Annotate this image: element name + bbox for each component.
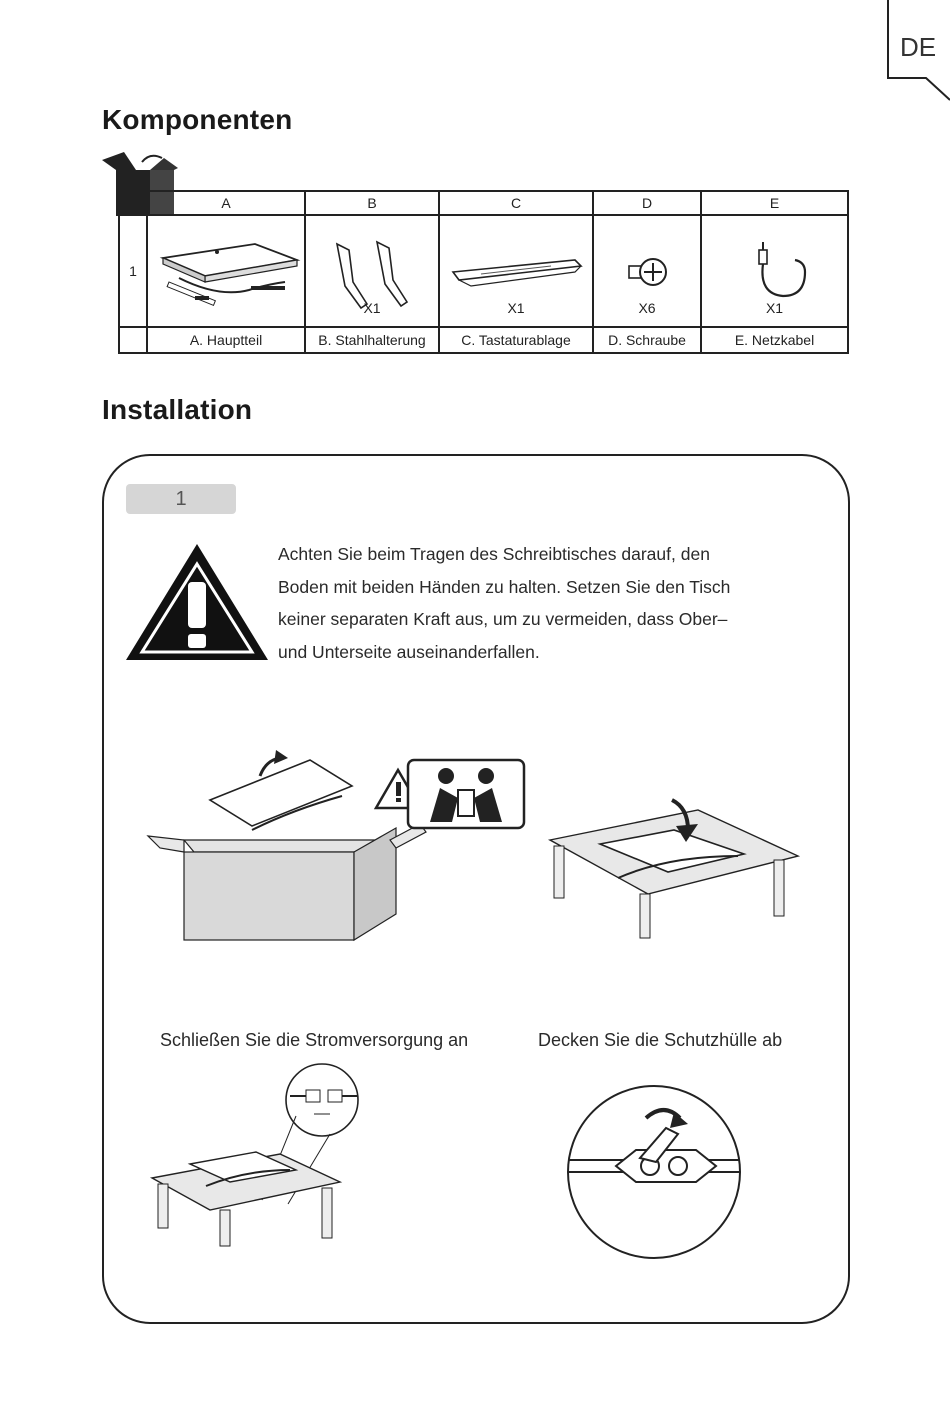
quantity-label: X1	[363, 300, 381, 316]
installation-heading: Installation	[102, 394, 253, 425]
warning-icon	[124, 542, 270, 662]
component-name: E. Netzkabel	[701, 327, 848, 353]
component-e-cell	[701, 215, 848, 327]
component-d-cell	[593, 215, 701, 327]
quantity-label: X6	[638, 300, 656, 316]
power-connection-illustration	[150, 1060, 390, 1250]
screw-icon	[597, 230, 697, 310]
warning-line: und Unterseite auseinanderfallen.	[278, 641, 540, 662]
column-header: C	[439, 191, 593, 215]
column-header: B	[305, 191, 439, 215]
quantity-label: X1	[507, 300, 525, 316]
components-table	[118, 190, 849, 354]
quantity-label: X1	[765, 300, 784, 316]
language-label: DE	[899, 32, 937, 62]
caption-cover: Decken Sie die Schutzhülle ab	[538, 1030, 783, 1050]
keyboard-tray-icon	[441, 230, 591, 310]
warning-line: Boden mit beiden Händen zu halten. Setzen Sie den Tisch	[278, 576, 731, 597]
steel-bracket-icon	[307, 230, 437, 310]
warning-text	[278, 538, 778, 668]
placing-illustration	[548, 790, 808, 940]
warning-line: Achten Sie beim Tragen des Schreibtisches darauf, den	[278, 544, 710, 564]
component-c-cell	[439, 215, 593, 327]
unboxing-illustration	[140, 740, 530, 950]
components-heading: Komponenten	[102, 104, 293, 135]
component-name: A. Hauptteil	[147, 327, 305, 353]
component-a-cell	[147, 215, 305, 327]
component-name: D. Schraube	[593, 327, 701, 353]
power-cable-icon	[705, 230, 845, 310]
component-b-cell	[305, 215, 439, 327]
component-name: B. Stahlhalterung	[305, 327, 439, 353]
warning-line: keiner separaten Kraft aus, um zu vermeiden, dass Ober–	[278, 609, 728, 629]
caption-power: Schließen Sie die Stromversorgung an	[160, 1030, 469, 1050]
desk-converter-icon	[151, 220, 301, 320]
cover-detail-illustration	[566, 1084, 742, 1260]
component-name: C. Tastaturablage	[439, 327, 593, 353]
column-header: D	[593, 191, 701, 215]
step-badge: 1	[126, 484, 236, 514]
language-tab	[886, 0, 950, 100]
row-number: 1	[119, 215, 147, 327]
column-header: E	[701, 191, 848, 215]
column-header: A	[147, 191, 305, 215]
